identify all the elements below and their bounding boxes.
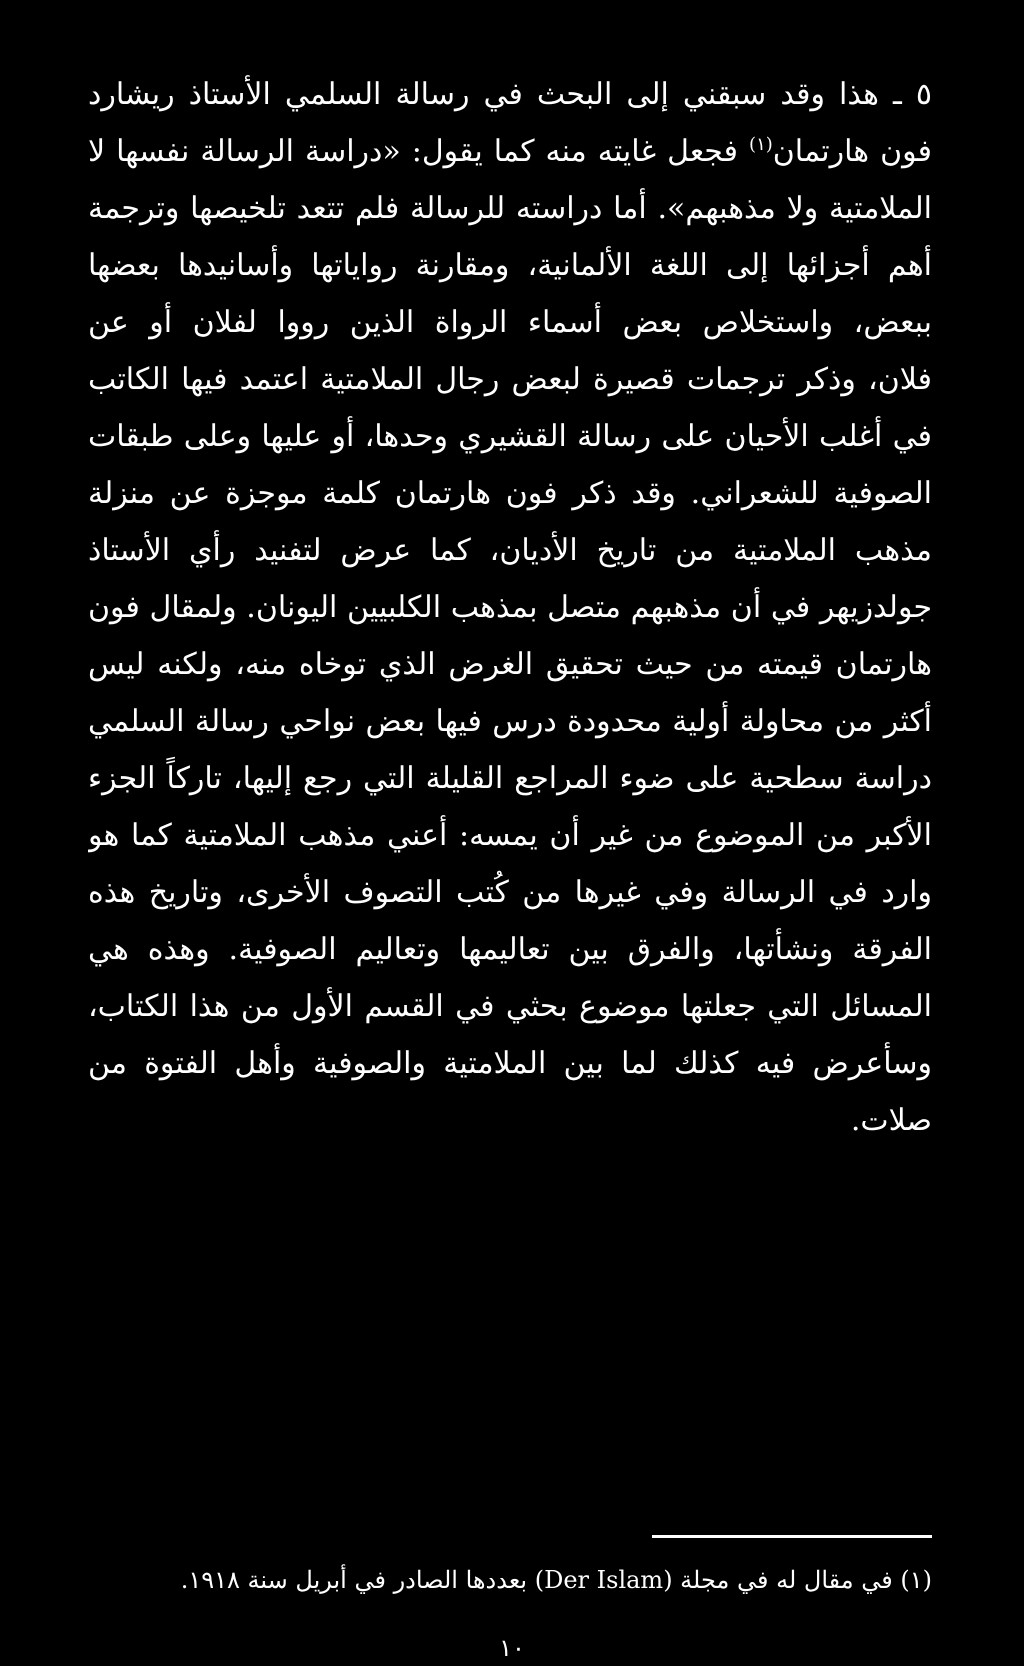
page-number: ١٠ (499, 1634, 525, 1662)
text-line: ببعض، واستخلاص بعض أسماء الرواة الذين رووا لفلان أو عن (88, 305, 932, 340)
text-line: فلان، وذكر ترجمات قصيرة لبعض رجال الملامتية اعتمد فيها الكاتب (88, 362, 932, 397)
text-line: مذهب الملامتية من تاريخ الأديان، كما عرض لتفنيد رأي الأستاذ (88, 533, 932, 568)
footnote: (١) في مقال له في مجلة (Der Islam) بعددها الصادر في أبريل سنة ١٩١٨. (180, 1566, 932, 1594)
footnote-reference: (١) (749, 134, 773, 155)
text-line: صلات. (850, 1103, 932, 1138)
text-line: الفرقة ونشأتها، والفرق بين تعاليمها وتعاليم الصوفية. وهذه هي (88, 932, 932, 967)
text-line: المسائل التي جعلتها موضوع بحثي في القسم الأول من هذا الكتاب، (88, 989, 932, 1024)
text-line: وارد في الرسالة وفي غيرها من كُتب التصوف الأخرى، وتاريخ هذه (88, 875, 932, 910)
text-line (88, 123, 932, 180)
text-line: أكثر من محاولة أولية محدودة درس فيها بعض نواحي رسالة السلمي (88, 704, 932, 739)
text-line: أهم أجزائها إلى اللغة الألمانية، ومقارنة رواياتها وأسانيدها بعضها (88, 248, 932, 283)
footnote-separator (652, 1535, 932, 1538)
text-line: في أغلب الأحيان على رسالة القشيري وحدها، أو عليها وعلى طبقات (88, 419, 932, 454)
text-line: الملامتية ولا مذهبهم». أما دراسته للرسالة فلم تتعد تلخيصها وترجمة (88, 191, 932, 226)
text-line-segment: فون هارتمان (772, 134, 932, 169)
text-line: الصوفية للشعراني. وقد ذكر فون هارتمان كلمة موجزة عن منزلة (88, 476, 932, 511)
text-line: الأكبر من الموضوع من غير أن يمسه: أعني مذهب الملامتية كما هو (88, 818, 932, 853)
text-line: وسأعرض فيه كذلك لما بين الملامتية والصوفية وأهل الفتوة من (88, 1046, 932, 1081)
text-line: ٥ ـ هذا وقد سبقني إلى البحث في رسالة السلمي الأستاذ ريشارد (88, 77, 932, 112)
text-line: دراسة سطحية على ضوء المراجع القليلة التي رجع إليها، تاركاً الجزء (88, 761, 932, 796)
text-line-segment: فجعل غايته منه كما يقول: «دراسة الرسالة نفسها لا (88, 134, 738, 169)
text-line: هارتمان قيمته من حيث تحقيق الغرض الذي توخاه منه، ولكنه ليس (88, 647, 932, 682)
body-paragraph (88, 66, 932, 1149)
text-line: جولدزيهر في أن مذهبهم متصل بمذهب الكلبيين اليونان. ولمقال فون (88, 590, 932, 625)
